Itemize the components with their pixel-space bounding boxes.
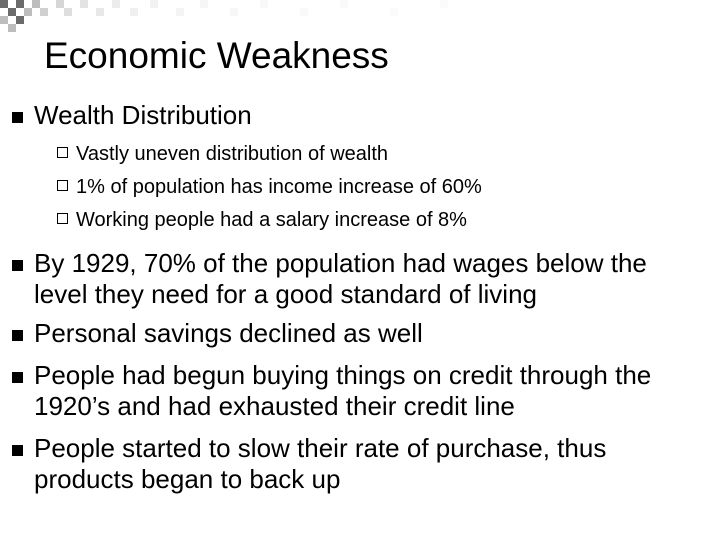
sub-bullet-text: Vastly uneven distribution of wealth [76, 143, 389, 165]
bullet-text: People started to slow their rate of purchase, thus products began to back up [34, 433, 607, 494]
sub-bullet-item [76, 172, 482, 202]
bullet-text: People had begun buying things on credit through the 1920’s and had exhausted their credit line [34, 360, 652, 421]
hollow-square-bullet-icon [57, 213, 68, 224]
sub-bullet-text: 1% of population has income increase of 60% [76, 176, 482, 198]
bullet-item [34, 433, 704, 495]
bullet-text: Wealth Distribution [34, 100, 252, 130]
bullet-text: By 1929, 70% of the population had wages below the level they need for a good standard of living [34, 248, 647, 309]
sub-bullet-item [76, 205, 467, 235]
hollow-square-bullet-icon [57, 147, 68, 158]
filled-square-bullet-icon [12, 372, 23, 383]
bullet-text: Personal savings declined as well [34, 318, 423, 348]
sub-bullet-item [76, 139, 388, 169]
filled-square-bullet-icon [12, 112, 23, 123]
bullet-item [34, 100, 704, 131]
bullet-item [34, 318, 704, 349]
bullet-item [34, 360, 704, 422]
sub-bullet-text: Working people had a salary increase of 8% [76, 209, 467, 231]
filled-square-bullet-icon [12, 260, 23, 271]
filled-square-bullet-icon [12, 445, 23, 456]
slide-title: Economic Weakness [44, 35, 389, 76]
hollow-square-bullet-icon [57, 180, 68, 191]
bullet-item [34, 248, 704, 310]
filled-square-bullet-icon [12, 330, 23, 341]
